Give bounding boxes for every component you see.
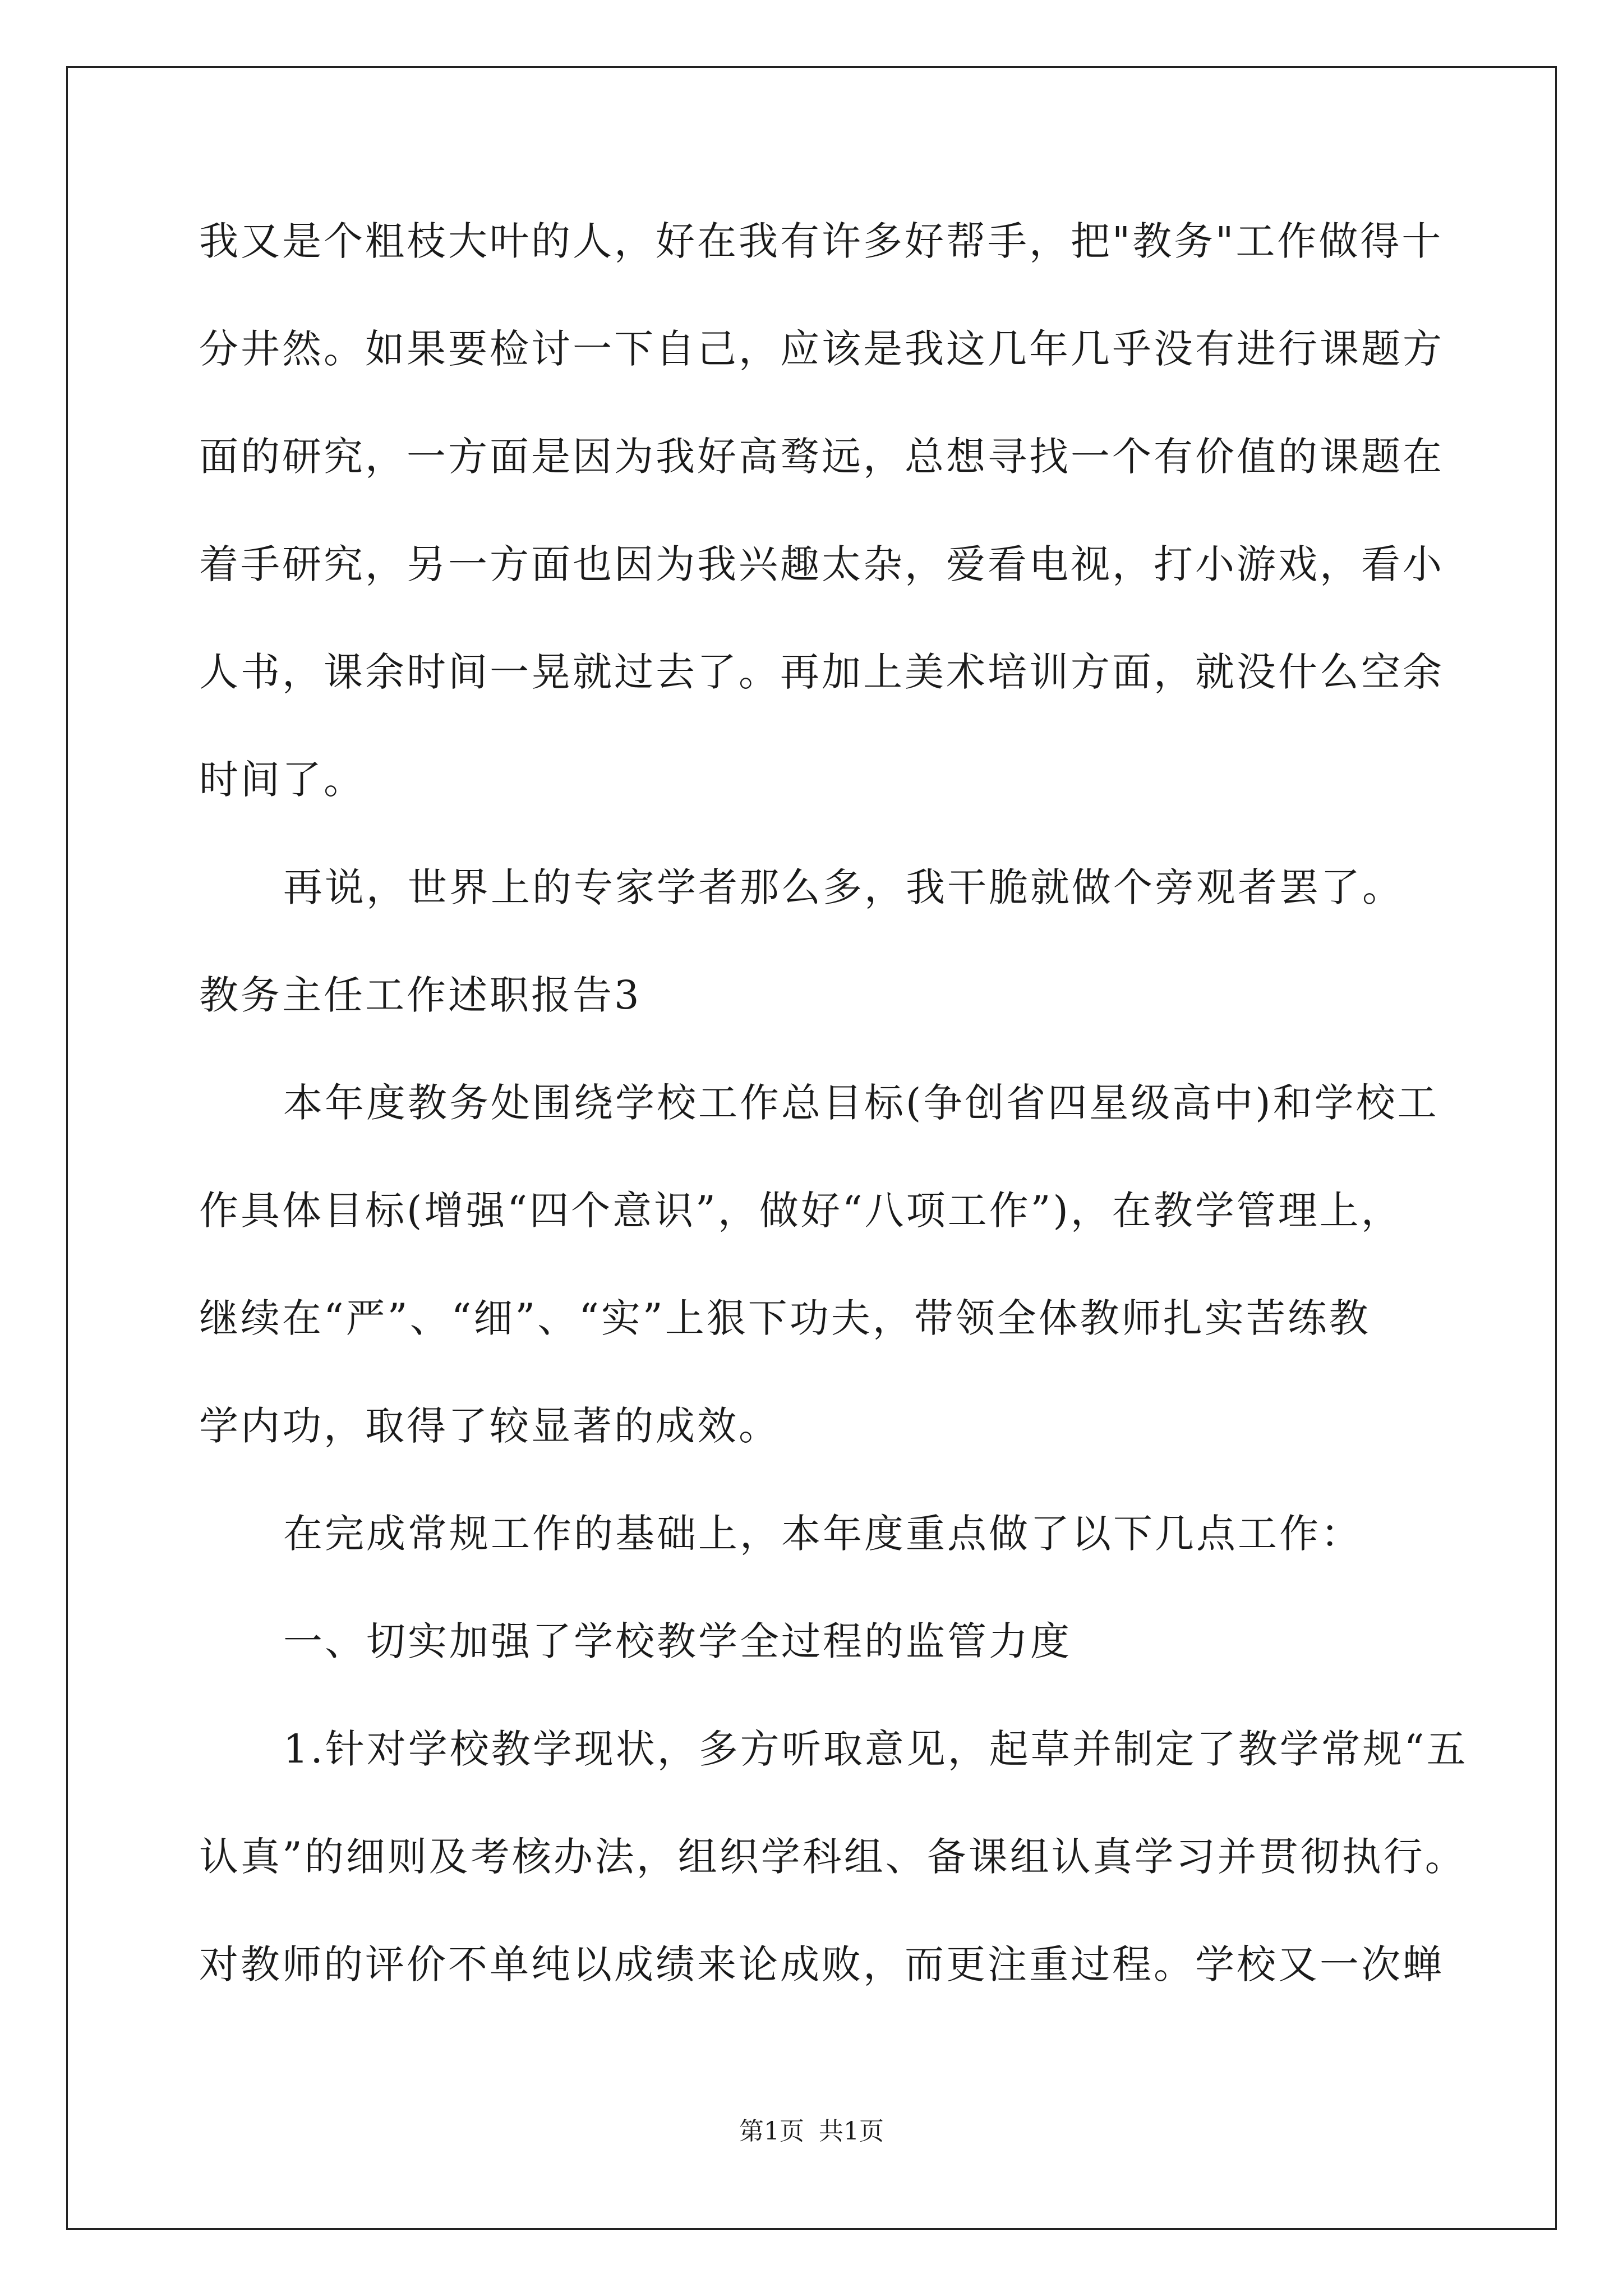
subheading: 一、切实加强了学校教学全过程的监管力度: [283, 1618, 1072, 1664]
text-line: 认真”的细则及考核办法，组织学科组、备课组认真学习并贯彻执行。: [199, 1834, 1467, 1880]
text-line: 时间了。: [199, 757, 365, 803]
paragraph-line: 本年度教务处围绕学校工作总目标(争创省四星级高中)和学校工: [283, 1080, 1439, 1126]
text-line: 分井然。如果要检讨一下自己，应该是我这几年几乎没有进行课题方: [199, 326, 1444, 372]
text-line: 面的研究，一方面是因为我好高骛远，总想寻找一个有价值的课题在: [199, 434, 1444, 480]
paragraph-line: 1.针对学校教学现状，多方听取意见，起草并制定了教学常规“五: [283, 1726, 1468, 1772]
paragraph-line: 在完成常规工作的基础上，本年度重点做了以下几点工作：: [283, 1511, 1362, 1557]
page-number-total: 共1页: [819, 2117, 884, 2146]
page-border: [66, 66, 1557, 2230]
text-line: 继续在“严”、“细”、“实”上狠下功夫，带领全体教师扎实苦练教: [199, 1295, 1371, 1341]
text-line: 学内功，取得了较显著的成效。: [199, 1403, 780, 1449]
text-line: 作具体目标(增强“四个意识”，做好“八项工作”)，在教学管理上，: [199, 1188, 1403, 1234]
paragraph-line: 再说，世界上的专家学者那么多，我干脆就做个旁观者罢了。: [283, 864, 1404, 910]
text-line: 对教师的评价不单纯以成绩来论成败，而更注重过程。学校又一次蝉: [199, 1941, 1444, 1987]
page-number-current: 第1页: [739, 2117, 804, 2146]
section-heading: 教务主任工作述职报告3: [199, 972, 642, 1018]
text-line: 着手研究，另一方面也因为我兴趣太杂，爱看电视，打小游戏，看小: [199, 541, 1444, 587]
text-line: 我又是个粗枝大叶的人，好在我有许多好帮手，把"教务"工作做得十: [199, 218, 1444, 264]
text-line: 人书，课余时间一晃就过去了。再加上美术培训方面，就没什么空余: [199, 649, 1444, 695]
page-footer: [0, 2119, 1623, 2144]
